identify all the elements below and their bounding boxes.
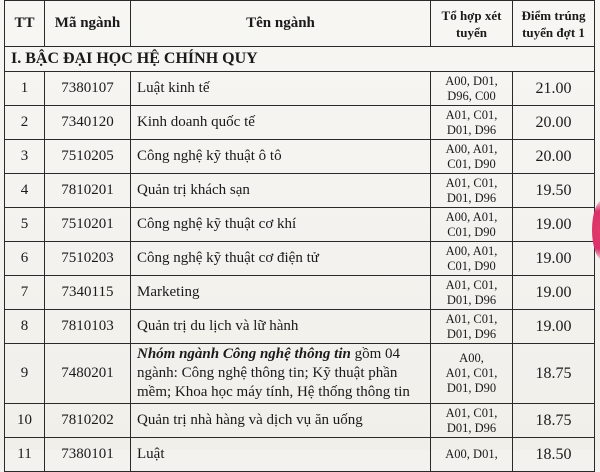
- cell-name: [131, 276, 431, 310]
- cell-score: 19.50: [513, 174, 595, 208]
- header-score: [513, 1, 595, 47]
- cell-score: 20.00: [513, 106, 595, 140]
- table-row-partial: [5, 438, 595, 472]
- cell-combo-line: A01, C01,: [445, 366, 498, 380]
- cell-combo-line: A00,: [459, 351, 484, 365]
- table-row: [5, 208, 595, 242]
- cell-name: [131, 344, 431, 404]
- cell-name-text: Quản trị nhà hàng và dịch vụ ăn uống: [137, 412, 363, 428]
- table-header-row: [5, 1, 595, 47]
- cell-name-text: Luật kinh tế: [137, 80, 210, 96]
- cell-combo-line: D96, C00: [447, 88, 496, 103]
- cell-tt: 1: [5, 72, 45, 106]
- cell-combo-line: A01, C01,: [445, 405, 498, 420]
- cell-combo: [431, 344, 513, 404]
- header-score-line2: tuyển đợt 1: [522, 24, 585, 40]
- cell-score: 20.00: [513, 140, 595, 174]
- cell-combo: A00, D01,: [431, 438, 513, 472]
- cell-tt: 10: [5, 404, 45, 438]
- cell-name: [131, 174, 431, 208]
- table-row: [5, 72, 595, 106]
- cell-combo: [431, 208, 513, 242]
- cell-score: 19.00: [513, 242, 595, 276]
- cell-combo: [431, 72, 513, 106]
- table-row: [5, 174, 595, 208]
- cell-combo: [431, 310, 513, 344]
- cell-name: [131, 242, 431, 276]
- header-combo-line2: tuyển: [455, 24, 488, 40]
- table-row: [5, 242, 595, 276]
- cell-combo-line: A01, C01,: [445, 175, 498, 190]
- cell-name-text: Quản trị du lịch và lữ hành: [137, 318, 299, 334]
- table-row: [5, 404, 595, 438]
- cell-name-text: Công nghệ kỹ thuật cơ điện tử: [137, 250, 319, 266]
- table-row: [5, 140, 595, 174]
- cell-name: [131, 72, 431, 106]
- cell-tt: 7: [5, 276, 45, 310]
- cell-code: 7380101: [45, 438, 131, 472]
- cell-code: 7810103: [45, 310, 131, 344]
- cell-combo: [431, 174, 513, 208]
- table-row: [5, 106, 595, 140]
- cell-combo-line: D01, D96: [446, 190, 497, 205]
- cell-tt: 9: [5, 344, 45, 404]
- cell-score: 18.50: [513, 438, 595, 472]
- cell-name-text: Quản trị khách sạn: [137, 182, 250, 198]
- cell-code: 7810201: [45, 174, 131, 208]
- cell-combo-line: A01, C01,: [445, 311, 498, 326]
- cell-tt: 6: [5, 242, 45, 276]
- header-name: Tên ngành: [131, 1, 431, 47]
- cell-name: [131, 140, 431, 174]
- section-row: [5, 47, 595, 72]
- admission-score-table: [4, 0, 595, 472]
- cell-combo-line: D01, D90: [446, 381, 497, 395]
- section-title: I. BẬC ĐẠI HỌC HỆ CHÍNH QUY: [5, 47, 595, 72]
- table-body: [5, 72, 595, 438]
- header-tt: TT: [5, 1, 45, 47]
- cell-combo-line: A01, C01,: [445, 277, 498, 292]
- cell-combo: [431, 276, 513, 310]
- cell-code: 7340120: [45, 106, 131, 140]
- cell-name: [131, 310, 431, 344]
- cell-combo-line: A00, A01,: [445, 141, 498, 156]
- cell-tt: 11: [5, 438, 45, 472]
- cell-name: [131, 404, 431, 438]
- cell-name-text: Công nghệ kỹ thuật cơ khí: [137, 216, 297, 232]
- cell-tt: 2: [5, 106, 45, 140]
- header-combo: [431, 1, 513, 47]
- cell-name-text: Công nghệ kỹ thuật ô tô: [137, 148, 282, 164]
- cell-combo-line: D01, D96: [446, 420, 497, 435]
- header-code: Mã ngành: [45, 1, 131, 47]
- cell-score: 19.00: [513, 208, 595, 242]
- cell-tt: 5: [5, 208, 45, 242]
- cell-combo-line: D01, D96: [446, 292, 497, 307]
- cell-combo-line: D01, D96: [446, 326, 497, 341]
- cell-code: 7480201: [45, 344, 131, 404]
- cell-combo-line: A00, A01,: [445, 209, 498, 224]
- cell-score: 19.00: [513, 276, 595, 310]
- cell-name: [131, 106, 431, 140]
- cell-name-group: Nhóm ngành Công nghệ thông tin: [137, 346, 351, 362]
- cell-code: 7510201: [45, 208, 131, 242]
- cell-combo: [431, 106, 513, 140]
- cell-combo-line: C01, D90: [447, 224, 496, 239]
- cell-name: Luật: [131, 438, 431, 472]
- cell-combo: [431, 404, 513, 438]
- header-combo-line1: Tổ hợp xét: [441, 7, 502, 23]
- cell-tt: 8: [5, 310, 45, 344]
- cell-combo-line: A01, C01,: [445, 107, 498, 122]
- cell-score: 19.00: [513, 310, 595, 344]
- cell-combo: [431, 242, 513, 276]
- cell-name-text: gồm 04 ngành: Công nghệ thông tin; Kỹ thuật phần mềm; Khoa học máy tính, Hệ thống thông tin: [137, 346, 410, 400]
- cell-combo-line: A00, A01,: [445, 243, 498, 258]
- table-row: [5, 310, 595, 344]
- cell-score: 21.00: [513, 72, 595, 106]
- cell-name-text: Kinh doanh quốc tế: [137, 114, 255, 130]
- header-score-line1: Điểm trúng: [521, 7, 586, 23]
- cell-code: 7810202: [45, 404, 131, 438]
- cell-combo-line: D01, D96: [446, 122, 497, 137]
- cell-tt: 4: [5, 174, 45, 208]
- cell-name: [131, 208, 431, 242]
- cell-score: 18.75: [513, 344, 595, 404]
- table-row: [5, 344, 595, 404]
- cell-code: 7510203: [45, 242, 131, 276]
- cell-code: 7380107: [45, 72, 131, 106]
- cell-combo-line: C01, D90: [447, 258, 496, 273]
- cell-score: 18.75: [513, 404, 595, 438]
- cell-combo: [431, 140, 513, 174]
- table-row: [5, 276, 595, 310]
- cell-name-text: Marketing: [137, 284, 200, 300]
- cell-code: 7340115: [45, 276, 131, 310]
- cell-code: 7510205: [45, 140, 131, 174]
- cell-combo-line: C01, D90: [447, 156, 496, 171]
- cell-combo-line: A00, D01,: [445, 73, 498, 88]
- cell-tt: 3: [5, 140, 45, 174]
